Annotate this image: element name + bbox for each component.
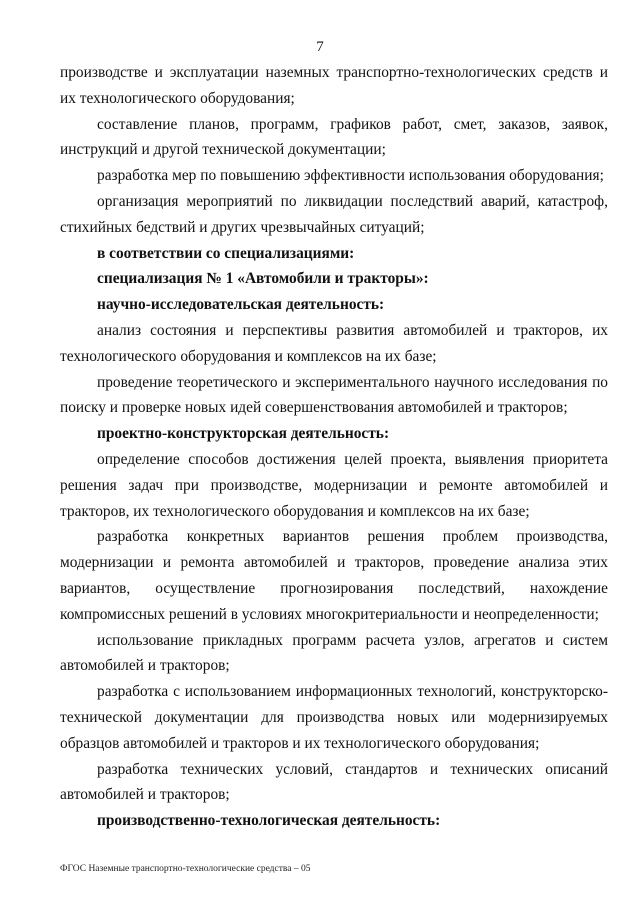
paragraph: использование прикладных программ расчета узлов, агрегатов и систем автомобилей и тракторов;	[60, 631, 608, 675]
section-heading: проектно-конструкторская деятельность:	[97, 425, 390, 443]
section-heading: производственно-технологическая деятельность:	[97, 812, 441, 830]
section-heading: специализация № 1 «Автомобили и тракторы»:	[97, 270, 429, 288]
paragraph: разработка мер по повышению эффективности использования оборудования;	[97, 167, 604, 185]
paragraph: разработка с использованием информационных технологий, конструкторско-технической документации для производства новых или модернизируемых образцов автомобилей и тракторов и их технологического оборудования;	[60, 683, 608, 752]
page-number: 7	[316, 39, 324, 55]
section-heading: в соответствии со специализациями:	[97, 244, 355, 262]
paragraph-continuation: производстве и эксплуатации наземных транспортно-технологических средств и их технологического оборудования;	[60, 64, 608, 107]
section-heading: научно-исследовательская деятельность:	[97, 296, 385, 314]
footer-note: ФГОС Наземные транспортно-технологические средства – 05	[60, 864, 311, 874]
paragraph: организация мероприятий по ликвидации последствий аварий, катастроф, стихийных бедствий и других чрезвычайных ситуаций;	[60, 192, 608, 236]
paragraph: разработка конкретных вариантов решения проблем производства, модернизации и ремонта автомобилей и тракторов, проведение анализа этих вариантов, осуществление прогнозирования последствий, нахождение компромиссных решений в условиях многокритериальности и неопределенности;	[60, 528, 608, 623]
paragraph: определение способов достижения целей проекта, выявления приоритета решения задач при производстве, модернизации и ремонте автомобилей и тракторов, их технологического оборудования и комплексов на их базе;	[60, 450, 608, 520]
paragraph: разработка технических условий, стандартов и технических описаний автомобилей и тракторов;	[60, 760, 608, 804]
document-body	[60, 60, 608, 834]
paragraph: составление планов, программ, графиков работ, смет, заказов, заявок, инструкций и другой технической документации;	[60, 115, 608, 159]
paragraph: проведение теоретического и экспериментального научного исследования по поиску и проверке новых идей совершенствования автомобилей и тракторов;	[60, 373, 608, 417]
paragraph: анализ состояния и перспективы развития автомобилей и тракторов, их технологического оборудования и комплексов на их базе;	[60, 321, 608, 365]
